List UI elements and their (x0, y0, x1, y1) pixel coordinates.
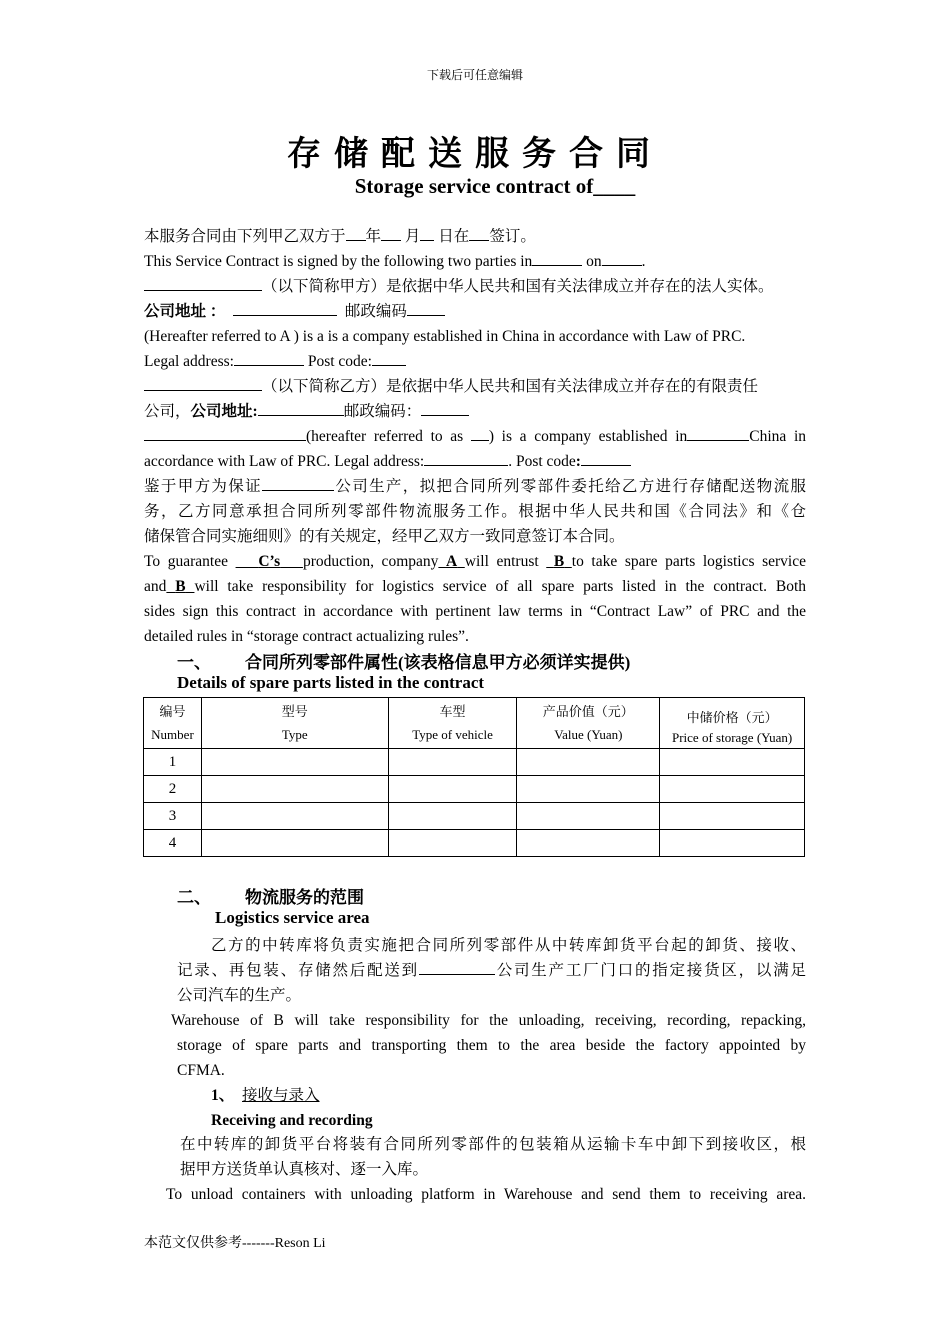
party-a-cn (144, 274, 806, 299)
section-2-title-cn: 物流服务的范围 (245, 888, 364, 907)
party-a-ref (438, 553, 464, 570)
party-b-ref-2 (166, 578, 194, 595)
cell-vehicle[interactable] (388, 749, 517, 776)
intro-signing-en (144, 249, 806, 274)
blank (687, 426, 749, 441)
blank (471, 426, 489, 441)
header-storage-price (660, 698, 805, 749)
table-row (144, 776, 805, 803)
party-b-ref-text: B (553, 553, 565, 570)
header-value (517, 698, 660, 749)
purpose-cn-1b: 公司生产，拟把合同所列零部件委托给乙方进行存储配送物流服 (334, 478, 806, 495)
header-vehicle-cn: 车型 (439, 704, 466, 719)
party-a-cn-text: （以下简称甲方）是依据中华人民共和国有关法律成立并存在的法人实体。 (262, 278, 774, 295)
day-label: 日在 (438, 228, 470, 245)
header-number-en: Number (151, 727, 194, 742)
header-storage-price-en: Price of storage (Yuan) (671, 729, 793, 745)
blank (372, 351, 406, 366)
purpose-en-1b: production, company (302, 553, 439, 570)
table-row (144, 803, 805, 830)
cell-type[interactable] (201, 830, 388, 857)
header-vehicle (388, 698, 517, 749)
post-code-label: Post code: (307, 353, 372, 370)
subsection-1-title-cn: 接收与录入 (242, 1087, 320, 1104)
subsection-1-heading (211, 1083, 511, 1108)
row-number: 2 (144, 776, 202, 803)
party-b-cn-text: （以下简称乙方）是依据中华人民共和国有关法律成立并存在的有限责任 (262, 378, 759, 395)
signed-label: 签订。 (489, 228, 536, 245)
purpose-en-1d: to take spare parts logistics service (571, 553, 807, 570)
blank (420, 226, 434, 241)
row-number: 1 (144, 749, 202, 776)
intro-signing-cn (144, 224, 806, 249)
purpose-en-3: sides sign this contract in accordance with pertinent law terms in “Contract Law” of PRC and the (144, 603, 806, 620)
subsection-1-en-1: To unload containers with unloading platform in Warehouse and send them to receiving area. (166, 1186, 806, 1203)
purpose-en-2a: and (144, 578, 167, 595)
blank (424, 451, 508, 466)
party-b-cn (144, 374, 806, 399)
header-vehicle-en: Type of vehicle (412, 727, 493, 742)
section-2-en-1: Warehouse of B will take responsibility for the unloading, receiving, recording, repacking, (171, 1012, 806, 1029)
year-label: 年 (365, 228, 382, 245)
purpose-en-1 (144, 549, 806, 574)
party-a-address-cn (144, 299, 806, 324)
cell-vehicle[interactable] (388, 830, 517, 857)
party-c-ref (236, 553, 303, 570)
intro-signing-cn-text: 本服务合同由下列甲乙双方于 (144, 228, 346, 245)
cell-storage-price[interactable] (660, 830, 805, 857)
header-value-en: Value (Yuan) (554, 727, 623, 742)
cell-vehicle[interactable] (388, 803, 517, 830)
title-en-text: Storage service contract of (354, 174, 594, 198)
blank (144, 376, 262, 391)
purpose-en-2 (144, 574, 806, 599)
section-1-number: 一、 (177, 653, 211, 672)
on-label: on (586, 253, 602, 270)
party-a-address-en (144, 349, 806, 374)
blank (407, 301, 445, 316)
party-b-en-text-3: China in (749, 428, 807, 445)
section-2-cn-2a: 记录、再包装、存储然后配送到 (177, 962, 419, 979)
spare-parts-table (143, 697, 805, 857)
row-number: 4 (144, 830, 202, 857)
document-title-chinese: 存储配送服务合同 (287, 136, 663, 173)
section-1-title-cn: 合同所列零部件属性(该表格信息甲方必须详实提供) (245, 653, 631, 672)
party-b-en-text-5: . Post code (508, 453, 576, 470)
party-c-ref-text: C’s (258, 553, 281, 570)
purpose-cn-2: 务，乙方同意承担合同所列零部件物流服务工作。根据中华人民共和国《合同法》和《仓 (144, 503, 806, 520)
party-b-en-text-2: ) is a company established in (488, 428, 688, 445)
purpose-cn-1 (144, 474, 806, 499)
party-b-ref (546, 553, 572, 570)
blank (144, 276, 262, 291)
cell-value[interactable] (517, 830, 660, 857)
purpose-cn-3: 储保管合同实施细则》的有关规定，经甲乙双方一致同意签订本合同。 (144, 528, 625, 545)
party-a-en: (Hereafter referred to A ) is a is a company established in China in accordance with Law of PRC. (144, 328, 746, 345)
party-a-address-label: 公司地址 ： (144, 303, 226, 320)
header-number (144, 698, 202, 749)
section-2-cn-3: 公司汽车的生产。 (177, 987, 302, 1004)
blank (144, 426, 306, 441)
header-type-cn: 型号 (281, 704, 308, 719)
party-b-company: 公司， (144, 403, 191, 420)
cell-value[interactable] (517, 803, 660, 830)
subsection-1-cn-1: 在中转库的卸货平台将装有合同所列零部件的包装箱从运输卡车中卸下到接收区，根 (180, 1136, 806, 1153)
party-b-en-text-1: (hereafter referred to as (306, 428, 464, 445)
purpose-en-4: detailed rules in “storage contract actualizing rules”. (144, 628, 469, 645)
cell-value[interactable] (517, 749, 660, 776)
section-2-cn-2 (177, 958, 806, 983)
footer-note: 本范文仅供参考-------Reson Li (144, 1236, 326, 1251)
party-b-address-label: 公司地址: (190, 403, 258, 420)
cell-value[interactable] (517, 776, 660, 803)
month-label: 月 (404, 228, 421, 245)
blank (602, 251, 642, 266)
section-2-en-2: storage of spare parts and transporting them to the area beside the factory appointed by (177, 1037, 806, 1054)
blank (262, 476, 334, 491)
section-2-cn-1: 乙方的中转库将负责实施把合同所列零部件从中转库卸货平台起的卸货、接收、 (211, 937, 806, 954)
cell-type[interactable] (201, 749, 388, 776)
party-a-post-label: 邮政编码 (344, 303, 407, 320)
blank (258, 401, 344, 416)
blank (419, 960, 495, 975)
subsection-1-number: 1、 (211, 1087, 235, 1104)
party-a-ref-text: A (445, 553, 458, 570)
header-storage-price-cn: 中储价格（元） (686, 709, 778, 725)
section-1-title-en: Details of spare parts listed in the contract (177, 673, 485, 692)
subsection-1-title-en: Receiving and recording (211, 1112, 373, 1129)
subsection-1-cn-2: 据甲方送货单认真核对、逐一入库。 (180, 1161, 429, 1178)
table-row (144, 830, 805, 857)
header-value-cn: 产品价值（元） (542, 704, 634, 719)
table-row (144, 749, 805, 776)
purpose-en-1c: will entrust (464, 553, 539, 570)
cell-type[interactable] (201, 803, 388, 830)
party-b-post-label: 邮政编码： (343, 403, 422, 420)
blank (381, 226, 401, 241)
cell-type[interactable] (201, 776, 388, 803)
cell-storage-price[interactable] (660, 776, 805, 803)
section-2-title-en: Logistics service area (215, 908, 370, 927)
blank (346, 226, 366, 241)
cell-vehicle[interactable] (388, 776, 517, 803)
section-2-cn-2b: 公司生产工厂门口的指定接货区，以满足 (494, 962, 806, 979)
row-number: 3 (144, 803, 202, 830)
purpose-cn-1a: 鉴于甲方为保证 (144, 478, 262, 495)
header-number-cn: 编号 (159, 704, 186, 719)
header-type (201, 698, 388, 749)
cell-storage-price[interactable] (660, 749, 805, 776)
party-b-en-colon: : (575, 453, 581, 470)
blank (532, 251, 582, 266)
party-b-en-text-4: accordance with Law of PRC. Legal address: (144, 453, 425, 470)
intro-signing-en-text: This Service Contract is signed by the following two parties in (144, 253, 533, 270)
party-b-address-cn (144, 399, 806, 424)
section-2-en-3: CFMA. (177, 1062, 225, 1079)
legal-address-label: Legal address: (144, 353, 234, 370)
party-b-en-line1 (144, 424, 806, 449)
cell-storage-price[interactable] (660, 803, 805, 830)
header-note: 下载后可任意编辑 (426, 68, 523, 82)
blank (469, 226, 489, 241)
table-header-row (144, 698, 805, 749)
party-b-ref-2-text: B (175, 578, 186, 595)
blank (581, 451, 631, 466)
party-b-en-line2 (144, 449, 806, 474)
section-2-number: 二、 (177, 888, 211, 907)
period: . (641, 253, 646, 270)
purpose-en-2b: will take responsibility for logistics service of all spare parts listed in the contract. Both (194, 578, 807, 595)
header-type-en: Type (281, 727, 308, 742)
purpose-en-1a: To guarantee (144, 553, 228, 570)
blank (234, 351, 304, 366)
blank (233, 301, 337, 316)
title-en-blank: ____ (593, 174, 636, 198)
blank (421, 401, 469, 416)
document-title-english (0, 174, 950, 199)
